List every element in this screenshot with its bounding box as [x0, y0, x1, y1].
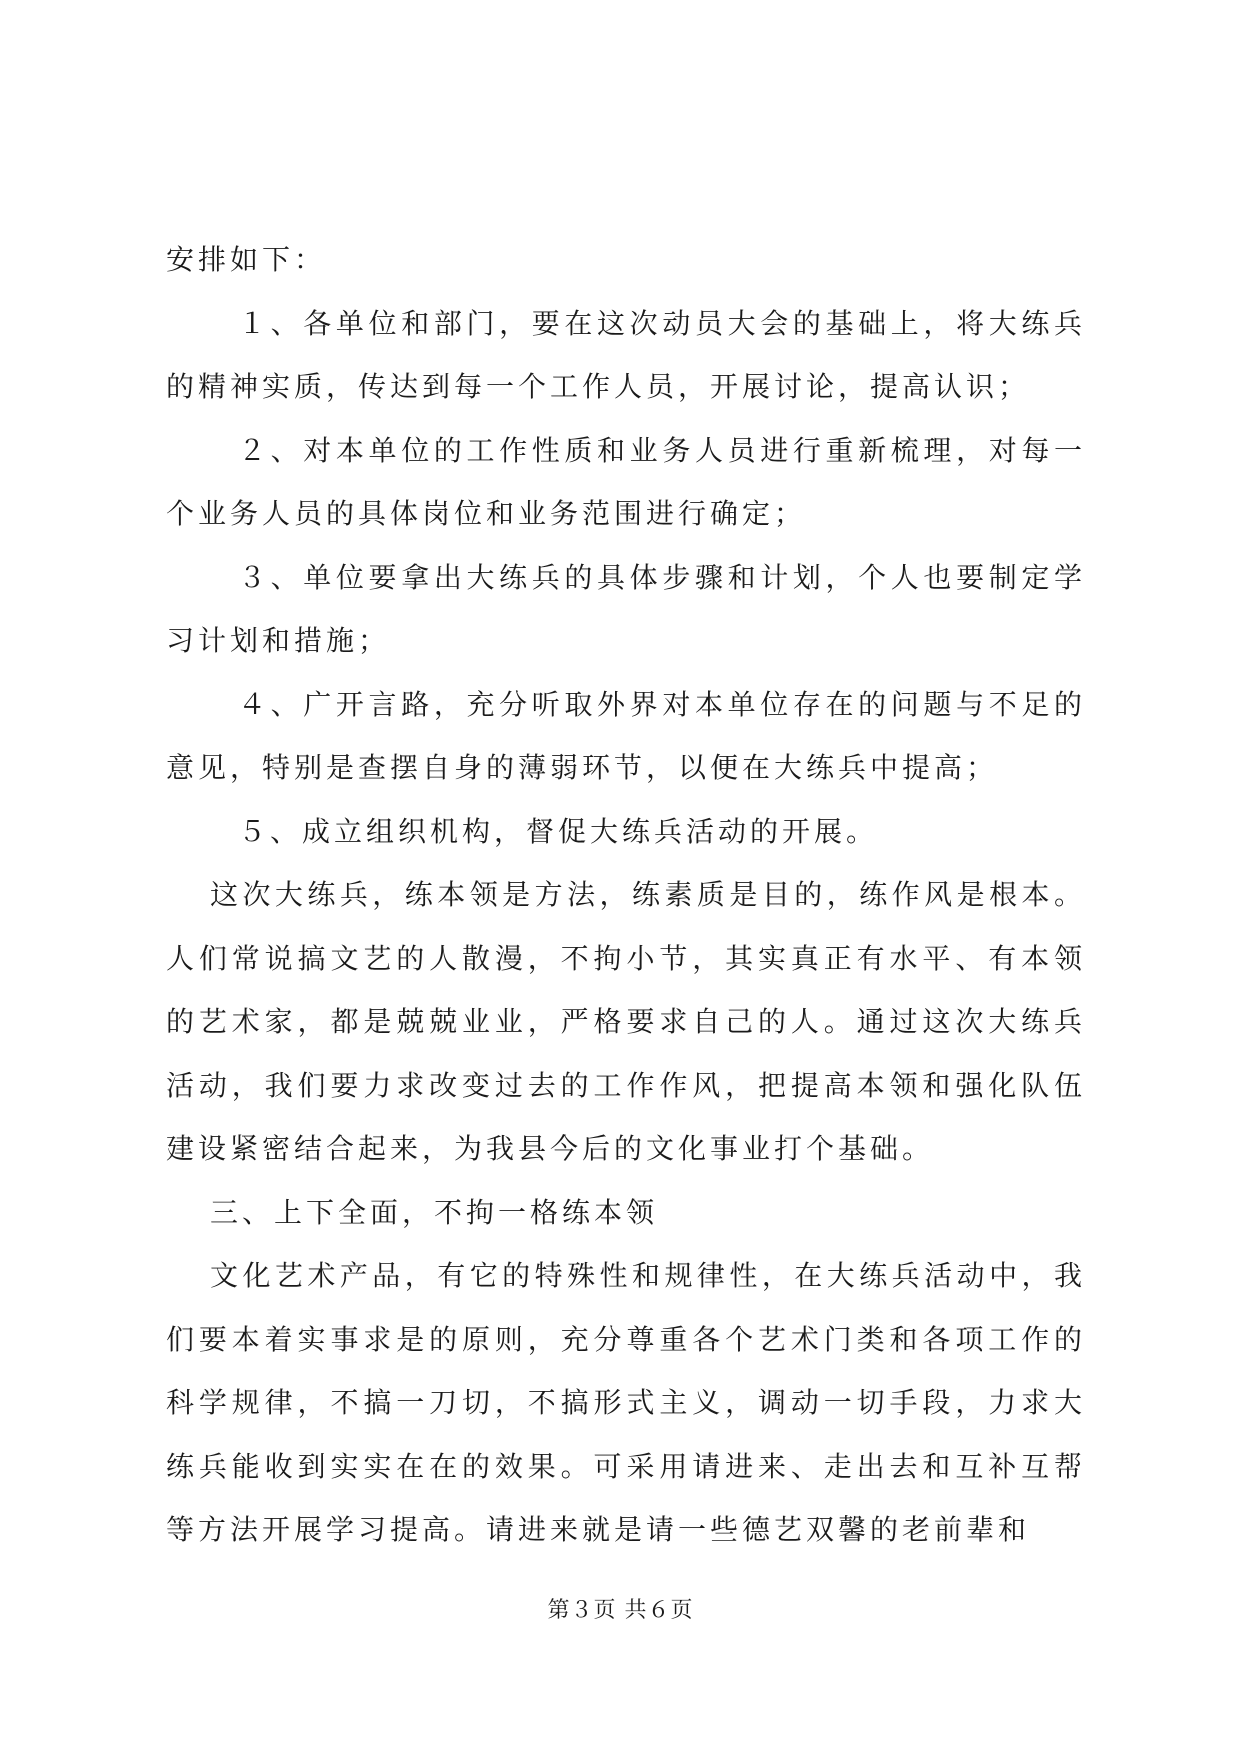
list-item-5: ５、成立组织机构，督促大练兵活动的开展。	[238, 814, 879, 848]
paragraph-section-3: 文化艺术产品，有它的特殊性和规律性，在大练兵活动中，我们要本着实事求是的原则，充分尊重各个艺术门类和各项工作的科学规律，不搞一刀切，不搞形式主义，调动一切手段，力求大练兵能收到实实在在的效果。可采用请进来、走出去和互补互帮等方法开展学习提高。请进来就是请一些德艺双馨的老前辈和	[166, 1259, 1086, 1546]
paragraph-intro: 安排如下：	[166, 243, 327, 276]
list-item-4: ４、广开言路，充分听取外界对本单位存在的问题与不足的意见，特别是查摆自身的薄弱环节，以便在大练兵中提高；	[166, 687, 1086, 784]
section-heading-3: 三、上下全面，不拘一格练本领	[210, 1195, 659, 1229]
paragraph-summary: 这次大练兵，练本领是方法，练素质是目的，练作风是根本。人们常说搞文艺的人散漫，不拘小节，其实真正有水平、有本领的艺术家，都是兢兢业业，严格要求自己的人。通过这次大练兵活动，我们要力求改变过去的工作作风，把提高本领和强化队伍建设紧密结合起来，为我县今后的文化事业打个基础。	[166, 878, 1086, 1165]
document-body	[166, 228, 1086, 1562]
list-item-3: ３、单位要拿出大练兵的具体步骤和计划，个人也要制定学习计划和措施；	[166, 560, 1086, 657]
page-footer: 第３页 共６页	[547, 1598, 694, 1623]
list-item-1: １、各单位和部门，要在这次动员大会的基础上，将大练兵的精神实质，传达到每一个工作人员，开展讨论，提高认识；	[166, 306, 1086, 403]
list-item-2: ２、对本单位的工作性质和业务人员进行重新梳理，对每一个业务人员的具体岗位和业务范围进行确定；	[166, 433, 1086, 530]
